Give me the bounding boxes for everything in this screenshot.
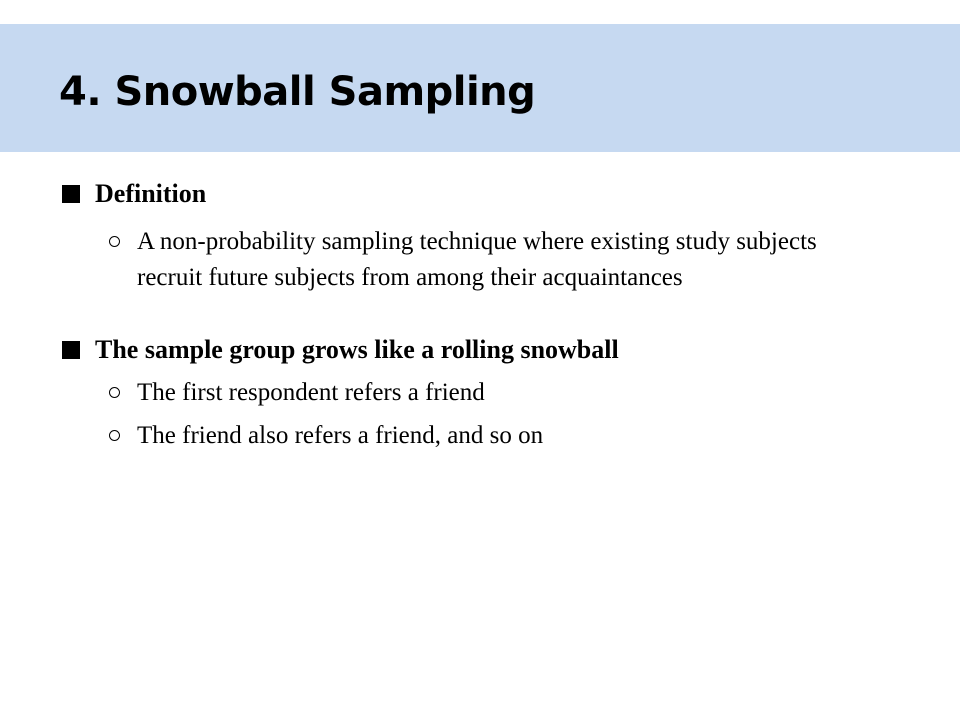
- circle-bullet-icon: [109, 387, 120, 398]
- sub-bullet-definition-text: [62, 224, 882, 296]
- circle-bullet-icon: [109, 430, 120, 441]
- sub-bullet-text: The first respondent refers a friend: [137, 379, 485, 406]
- slide-content: [62, 176, 882, 454]
- bullet-definition-text: Definition: [95, 179, 207, 208]
- square-bullet-icon: [62, 185, 80, 203]
- sub-bullet-text: A non-probability sampling technique where existing study subjects recruit future subjects from among their acquaintances: [137, 228, 817, 291]
- bullet-snowball: [62, 332, 882, 368]
- bullet-spacer: [62, 296, 882, 332]
- bullet-definition: [62, 176, 882, 212]
- sub-bullet-text: The friend also refers a friend, and so on: [137, 422, 544, 449]
- square-bullet-icon: [62, 341, 80, 359]
- circle-bullet-icon: [109, 236, 120, 247]
- slide-title: 4. Snowball Sampling: [59, 69, 536, 115]
- sub-bullet-friend-refers: [62, 418, 882, 454]
- sub-bullet-first-respondent: [62, 375, 882, 411]
- bullet-snowball-text: The sample group grows like a rolling snowball: [95, 335, 619, 364]
